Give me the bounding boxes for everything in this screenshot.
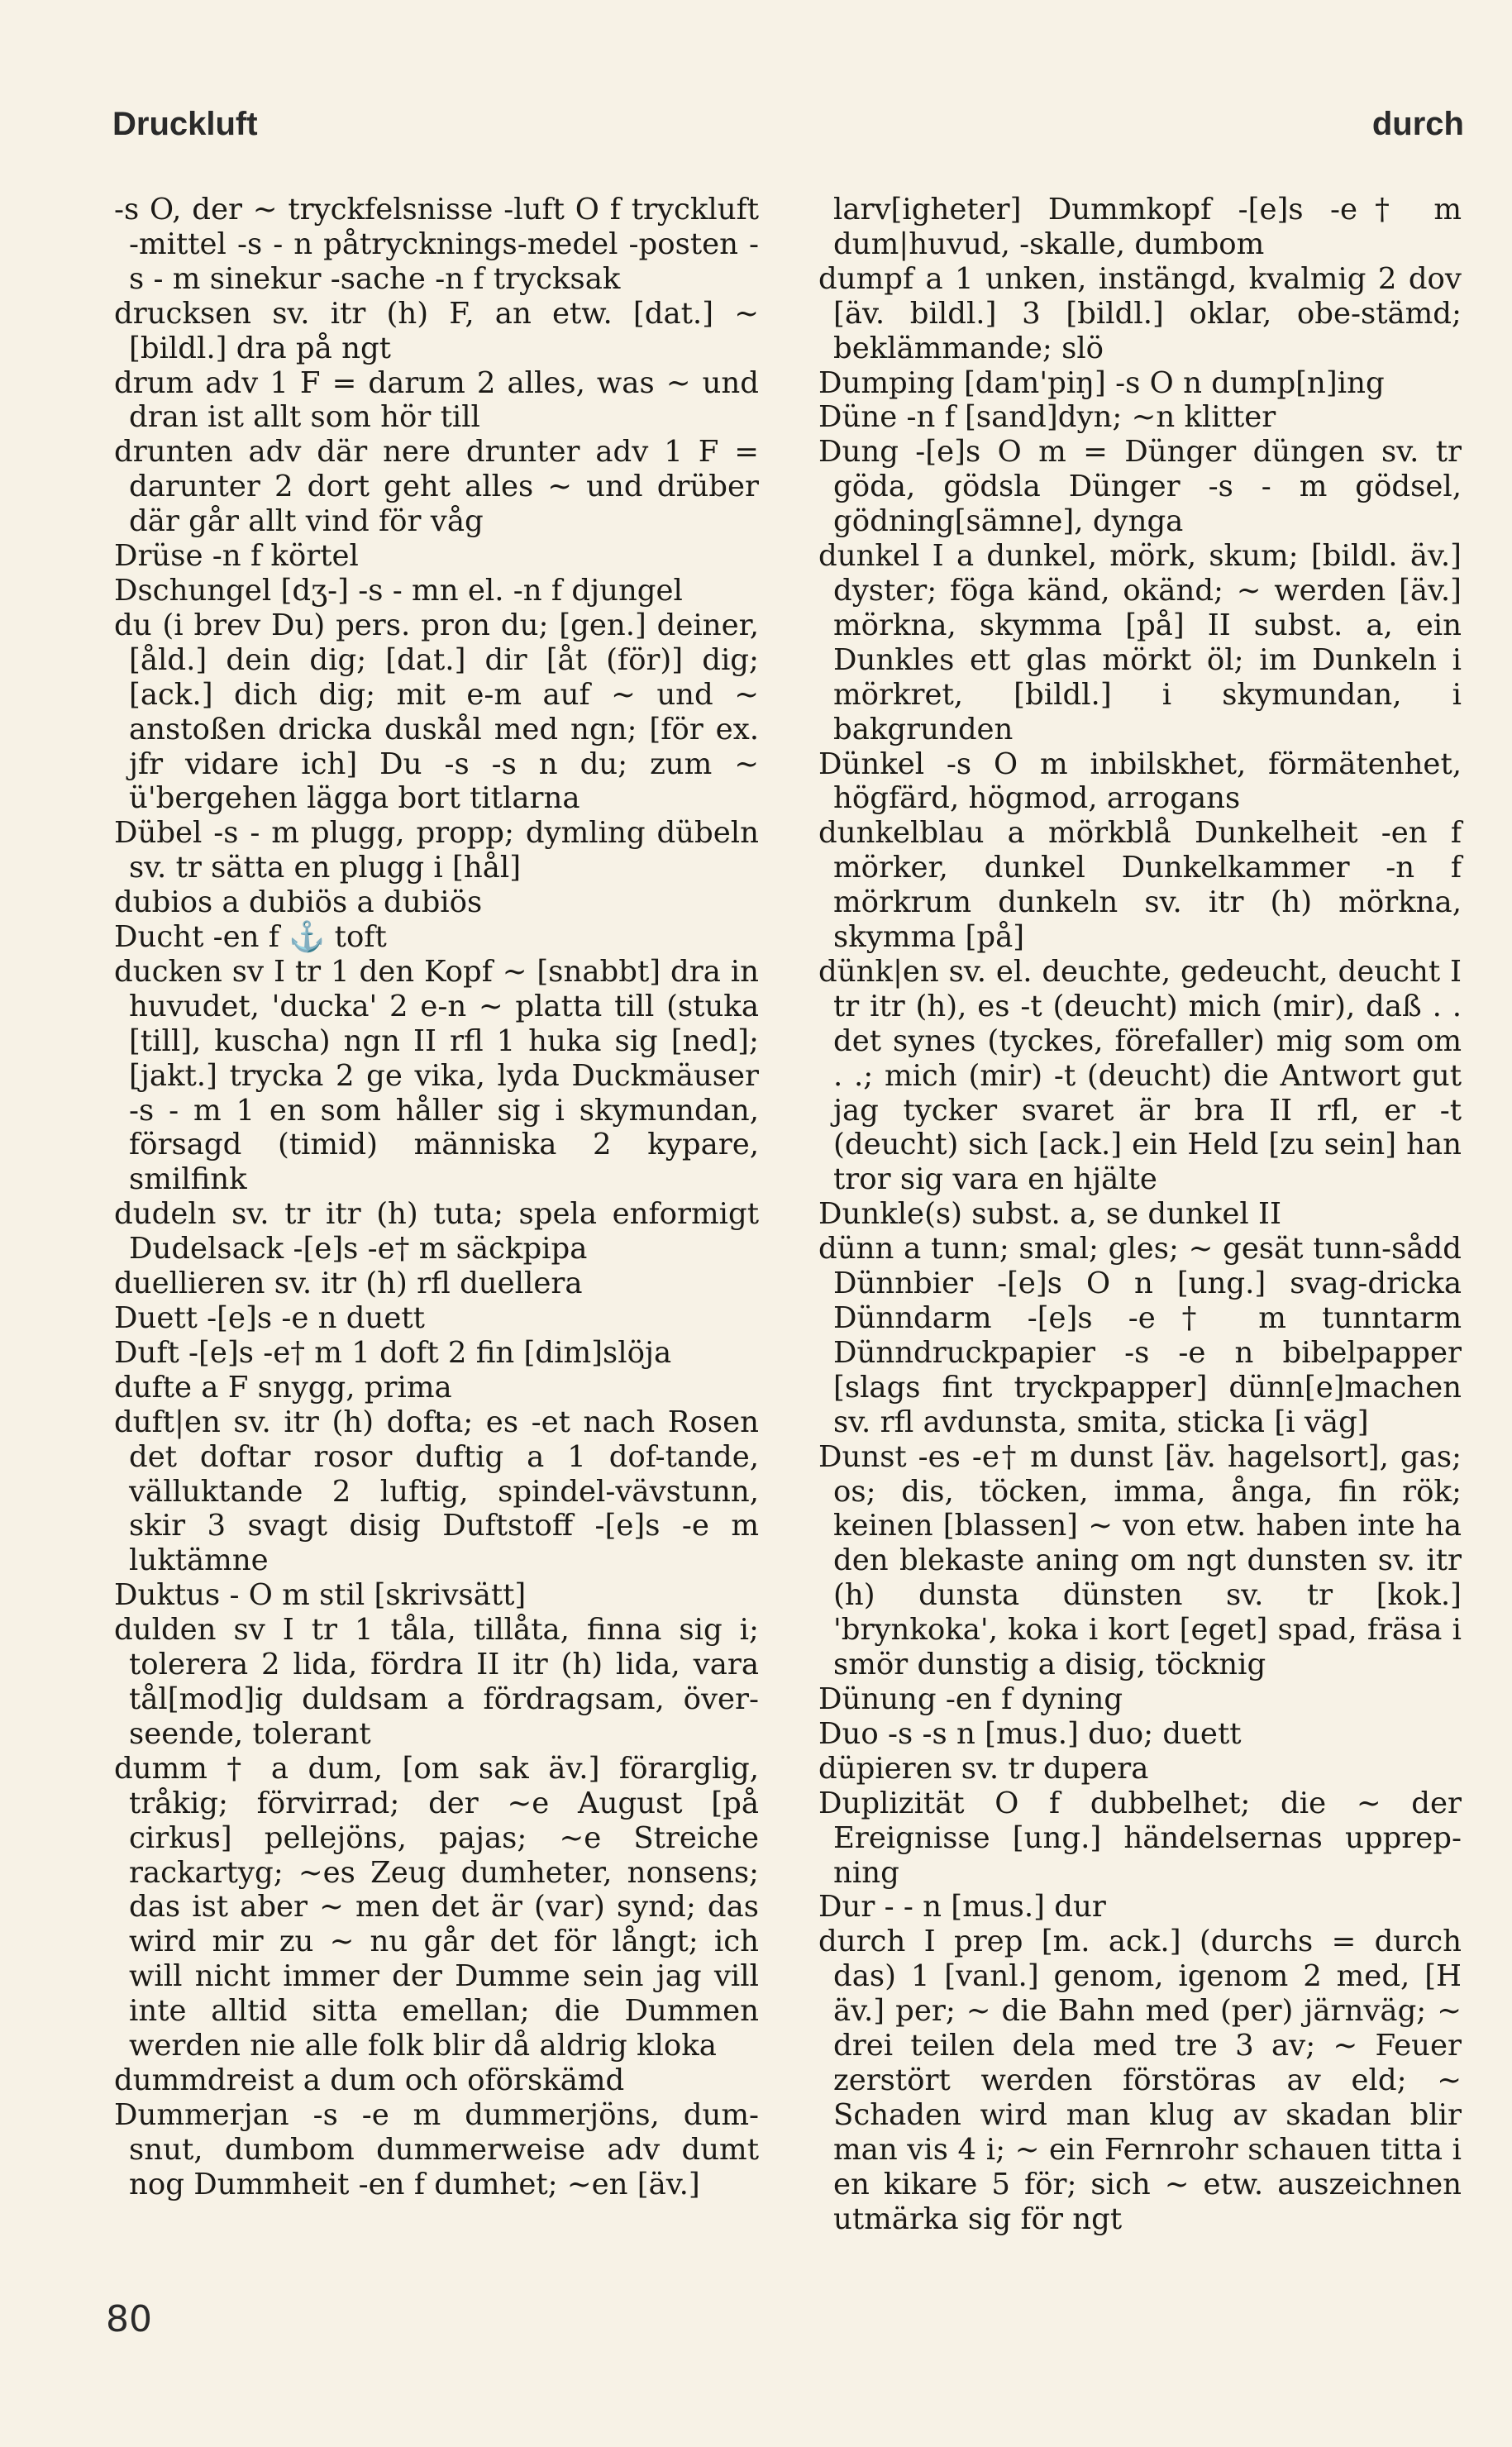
running-head-right: durch: [1371, 106, 1464, 142]
page-number: 80: [106, 2298, 152, 2340]
dictionary-entry: Dübel -s - m plugg, propp; dymling dübeln sv. tr sätta en plugg i [hål]: [114, 816, 759, 885]
dictionary-entry: duellieren sv. itr (h) rfl duellera: [114, 1266, 583, 1301]
running-head-left: Druckluft: [112, 106, 258, 142]
dictionary-entry: durch I prep [m. ack.] (durchs = durch das) 1 [vanl.] genom, igenom 2 med, [H äv.] per; ~ die Bahn med (per) järnväg; ~ drei teilen dela med tre 3 av; ~ Feuer zerstört werden förstöras av eld; ~ Schaden wird man klug av skadan blir man vis 4 i; ~ ein Fernrohr schauen titta i en kikare 5 för; sich ~ etw. auszeichnen utmärka sig för ngt: [818, 1925, 1462, 2236]
dictionary-entry: ducken sv I tr 1 den Kopf ~ [snabbt] dra in huvudet, 'ducka' 2 e-n ~ platta till (stuka [till], kuscha) ngn II rfl 1 huka sig [ned]; [jakt.] trycka 2 ge vika, lyda Duckmäuser -s - m 1 en som håller sig i skymundan, försagd (timid) människa 2 kypare, smilfink: [114, 954, 759, 1197]
dictionary-entry: du (i brev Du) pers. pron du; [gen.] deiner, [åld.] dein dig; [dat.] dir [åt (för)] dig; [ack.] dich dig; mit e-m auf ~ und ~ anstoßen dricka duskål med ngn; [för ex. jfr vidare ich] Du -s -s n du; zum ~ ü'bergehen lägga bort titlarna: [114, 608, 759, 816]
dictionary-entry: Ducht -en f ⚓ toft: [114, 920, 387, 955]
dictionary-entry: dulden sv I tr 1 tåla, tillåta, finna sig i; tolerera 2 lida, fördra II itr (h) lida, vara tål[mod]ig duldsam a fördragsam, över-seende, tolerant: [114, 1613, 759, 1751]
dictionary-entry: Dschungel [dʒ-] -s - mn el. -n f djungel: [114, 573, 683, 608]
dictionary-entry: Dung -[e]s O m = Dünger düngen sv. tr göda, gödsla Dünger -s - m gödsel, gödning[sämne], dynga: [818, 435, 1462, 539]
dictionary-entry: dummdreist a dum och oförskämd: [114, 2063, 625, 2097]
dictionary-entry: dünn a tunn; smal; gles; ~ gesät tunn-sådd Dünnbier -[e]s O n [ung.] svag-dricka Dünndarm -[e]s -e† m tunntarm Dünndruckpapier -s -e n bibelpapper [slags fint tryckpapper] dünn[e]machen sv. rfl avdunsta, smita, sticka [i väg]: [818, 1232, 1462, 1439]
dictionary-entry: Drüse -n f körtel: [114, 539, 359, 574]
dictionary-entry: Dunkle(s) subst. a, se dunkel II: [818, 1197, 1282, 1232]
dictionary-entry: Duktus - O m stil [skrivsätt]: [114, 1578, 527, 1613]
dictionary-entry: dufte a F snygg, prima: [114, 1370, 452, 1405]
dictionary-entry: Dur - - n [mus.] dur: [818, 1890, 1106, 1925]
dictionary-entry: dumm † a dum, [om sak äv.] förarglig, tråkig; förvirrad; der ~e August [på cirkus] pellejöns, pajas; ~e Streiche rackartyg; ~es Zeug dumheter, nonsens; das ist aber ~ men det är (var) synd; das wird mir zu ~ nu går det för långt; ich will nicht immer der Dumme sein jag vill inte alltid sitta emellan; die Dummen werden nie alle folk blir då aldrig kloka: [114, 1751, 759, 2063]
dictionary-entry: Duplizität O f dubbelhet; die ~ der Ereignisse [ung.] händelsernas upprep-ning: [818, 1786, 1462, 1890]
dictionary-entry: Duett -[e]s -e n duett: [114, 1301, 425, 1335]
dictionary-entry: larv[igheter] Dummkopf -[e]s -e† m dum|huvud, -skalle, dumbom: [833, 193, 1462, 261]
dictionary-entry: drum adv 1 F = darum 2 alles, was ~ und dran ist allt som hör till: [114, 365, 759, 435]
dictionary-entry: dünk|en sv. el. deuchte, gedeucht, deucht I tr itr (h), es -t (deucht) mich (mir), daß . . det synes (tyckes, förefaller) mig som om . .; mich (mir) -t (deucht) die Antwort gut jag tycker svaret är bra II rfl, er -t (deucht) sich [ack.] ein Held [zu sein] han tror sig vara en hjälte: [818, 954, 1462, 1197]
dictionary-entry: Dünkel -s O m inbilskhet, förmätenhet, högfärd, högmod, arrogans: [818, 747, 1462, 816]
dictionary-entry: dunkel I a dunkel, mörk, skum; [bildl. äv.] dyster; föga känd, okänd; ~ werden [äv.] mörkna, skymma [på] II subst. a, ein Dunkles ett glas mörkt öl; im Dunkeln i mörkret, [bildl.] i skymundan, i bakgrunden: [818, 539, 1462, 747]
dictionary-entry: dunkelblau a mörkblå Dunkelheit -en f mörker, dunkel Dunkelkammer -n f mörkrum dunkeln sv. itr (h) mörkna, skymma [på]: [818, 816, 1462, 955]
dictionary-entry: duft|en sv. itr (h) dofta; es -et nach Rosen det doftar rosor duftig a 1 dof-tande, välluktande 2 luftig, spindel-vävstunn, skir 3 svagt disig Duftstoff -[e]s -e m luktämne: [114, 1405, 759, 1578]
dictionary-entry: Duo -s -s n [mus.] duo; duett: [818, 1716, 1242, 1751]
dictionary-entry: dumpf a 1 unken, instängd, kvalmig 2 dov [äv. bildl.] 3 [bildl.] oklar, obe-stämd; beklämmande; slö: [818, 261, 1462, 365]
dictionary-entry: drucksen sv. itr (h) F, an etw. [dat.] ~ [bildl.] dra på ngt: [114, 296, 759, 365]
dictionary-entry: Dumping [dam'piŋ] -s O n dump[n]ing: [818, 365, 1385, 400]
dictionary-entry: drunten adv där nere drunter adv 1 F = darunter 2 dort geht alles ~ und drüber där går allt vind för våg: [114, 435, 759, 539]
dictionary-entry: dudeln sv. tr itr (h) tuta; spela enformigt Dudelsack -[e]s -e† m säckpipa: [114, 1197, 759, 1266]
dictionary-entry: düpieren sv. tr dupera: [818, 1751, 1149, 1786]
right-column: [818, 193, 1462, 2236]
dictionary-entry: Düne -n f [sand]dyn; ~n klitter: [818, 400, 1276, 435]
dictionary-entry: Dünung -en f dyning: [818, 1681, 1123, 1716]
dictionary-entry: Duft -[e]s -e† m 1 doft 2 fin [dim]slöja: [114, 1335, 672, 1370]
left-column: [114, 193, 759, 2202]
dictionary-entry: -s O, der ~ tryckfelsnisse -luft O f tryckluft -mittel -s - n påtrycknings-medel -posten -s - m sinekur -sache -n f trycksak: [114, 193, 759, 296]
dictionary-entry: Dummerjan -s -e m dummerjöns, dum-snut, dumbom dummerweise adv dumt nog Dummheit -en f dumhet; ~en [äv.]: [114, 2097, 759, 2201]
dictionary-entry: dubios a dubiös a dubiös: [114, 885, 483, 920]
dictionary-entry: Dunst -es -e† m dunst [äv. hagelsort], gas; os; dis, töcken, imma, ånga, fin rök; keinen [blassen] ~ von etw. haben inte ha den blekaste aning om ngt dunsten sv. itr (h) dunsta dünsten sv. tr [kok.] 'brynkoka', koka i kort [eget] spad, fräsa i smör dunstig a disig, töcknig: [818, 1439, 1462, 1682]
